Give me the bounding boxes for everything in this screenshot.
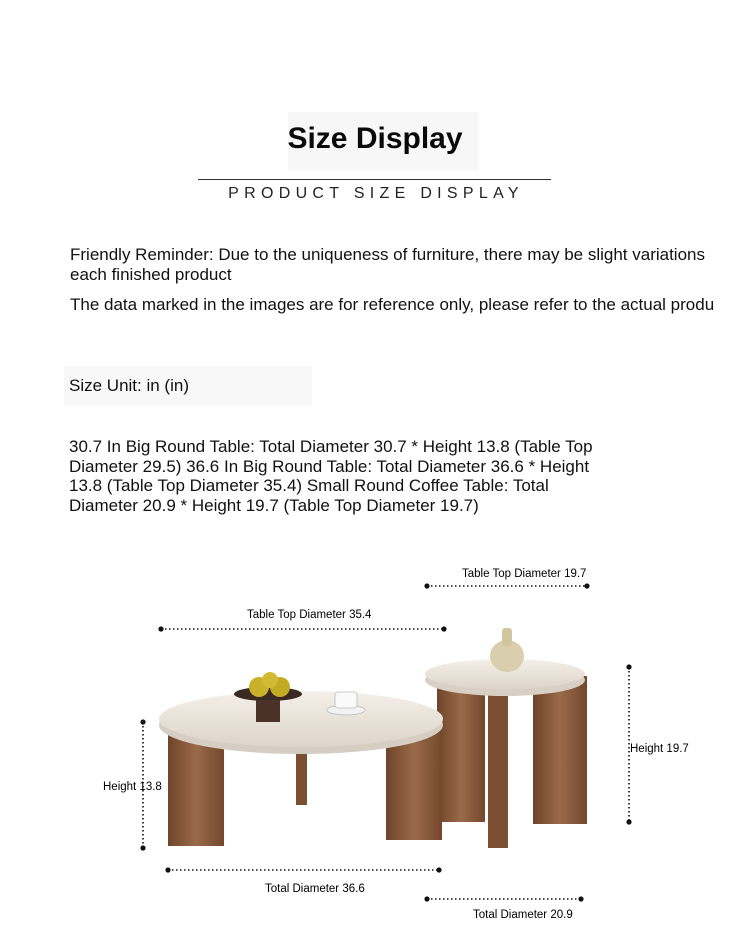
reminder-note bbox=[70, 245, 705, 285]
small-table-leg bbox=[437, 684, 485, 822]
big-table-leg bbox=[296, 750, 307, 805]
big-table-top bbox=[159, 691, 443, 747]
big-round-table bbox=[159, 672, 443, 846]
coffee-cup bbox=[335, 692, 357, 708]
reference-note: The data marked in the images are for reference only, please refer to the actual produ bbox=[70, 295, 715, 314]
size-unit: Size Unit: in (in) bbox=[69, 376, 189, 395]
small-round-table bbox=[425, 628, 587, 848]
small-height-label: Height 19.7 bbox=[630, 743, 689, 755]
small-total-diameter-label: Total Diameter 20.9 bbox=[473, 909, 573, 921]
size-specifications: 30.7 In Big Round Table: Total Diameter 30.7 * Height 13.8 (Table Top Diameter 29.5) 36.6 In Big Round Table: Total Diameter 36.6 * Height 13.8 (Table Top Diameter 35.4) Small Round Coffee Table: Total Diameter 20.9 * Height 19.7 (Table Top Diameter 19.7) bbox=[69, 437, 593, 515]
fruit bbox=[262, 672, 278, 688]
small-table-leg bbox=[488, 686, 508, 848]
page-title: Size Display bbox=[287, 122, 463, 155]
big-top-diameter-label: Table Top Diameter 35.4 bbox=[247, 609, 372, 621]
product-dimension-illustration bbox=[0, 540, 750, 946]
fruit-bowl-stand bbox=[256, 700, 280, 722]
reminder-line-1: Friendly Reminder: Due to the uniqueness of furniture, there may be slight variations bbox=[70, 245, 705, 264]
reminder-line-2: each finished product bbox=[70, 265, 232, 284]
big-total-diameter-label: Total Diameter 36.6 bbox=[265, 883, 365, 895]
small-table-leg bbox=[533, 676, 587, 824]
title-divider bbox=[198, 179, 551, 180]
page-subtitle: PRODUCT SIZE DISPLAY bbox=[228, 185, 524, 202]
small-top-diameter-label: Table Top Diameter 19.7 bbox=[462, 568, 587, 580]
big-height-label: Height 13.8 bbox=[103, 781, 162, 793]
vase-neck bbox=[502, 628, 512, 646]
big-table-leg bbox=[168, 734, 224, 846]
